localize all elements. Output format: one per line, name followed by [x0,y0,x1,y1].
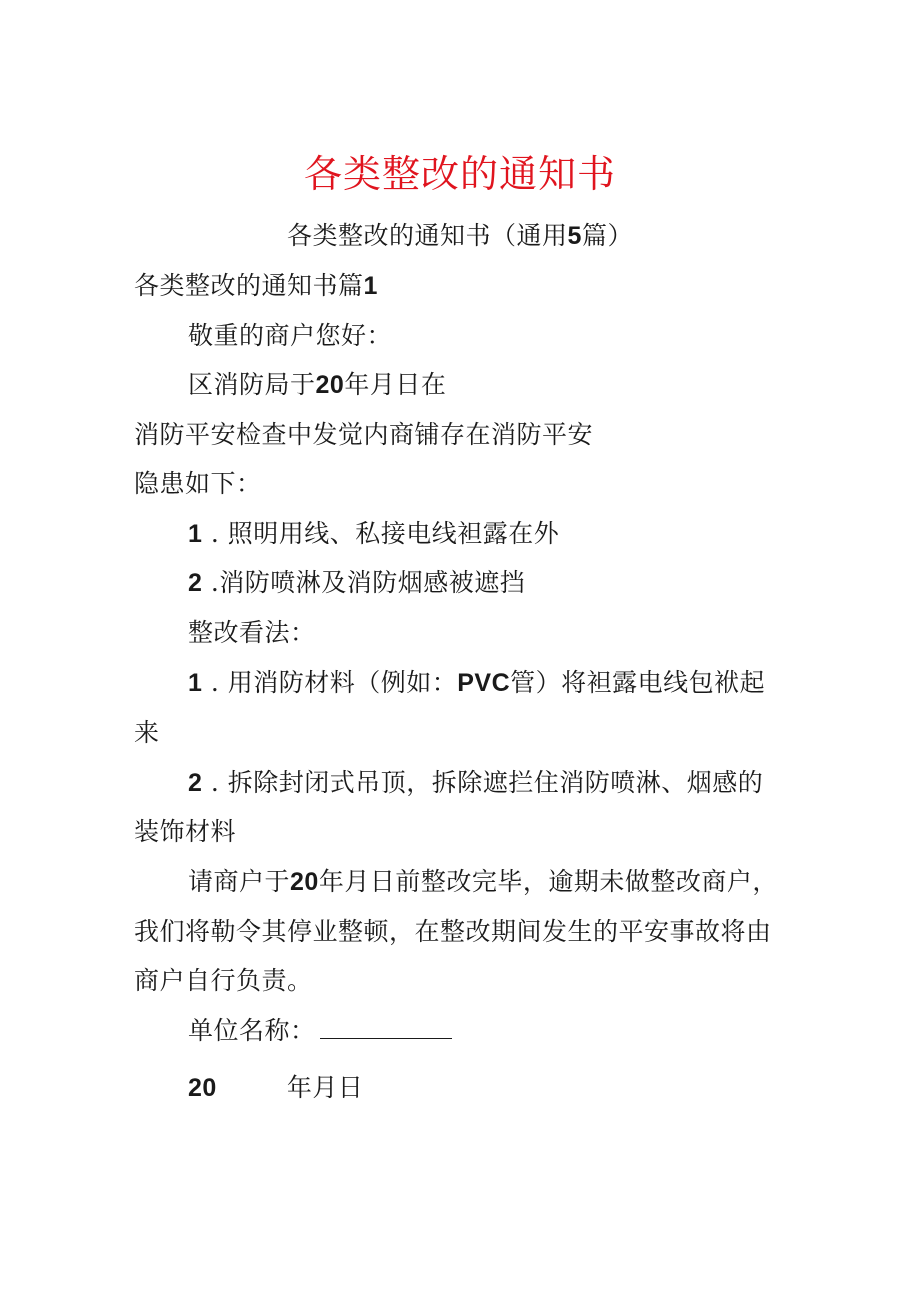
deadline-year: 20 [290,868,319,896]
deadline-line-3: 商户自行负责。 [134,966,313,995]
deadline-post: 年月日前整改完毕，逾期未做整改商户， [318,867,778,896]
opinion-number: 1 [188,669,203,697]
opinion-number: 2 [188,769,203,797]
subtitle-text: 各类整改的通知书（通用 [287,221,568,250]
section-heading [134,271,378,301]
date-text: 年月日 [286,1073,364,1102]
date-year: 20 [188,1074,217,1102]
opinion-heading: 整改看法： [188,618,316,647]
subtitle-count: 5 [567,222,582,250]
opinion-continuation: 来 [134,718,160,747]
opinion-text: . 用消防材料（例如： [202,668,458,697]
intro-pre: 区消防局于 [188,370,316,399]
deadline-pre: 请商户于 [188,867,291,896]
unit-name-row [188,1016,452,1046]
hazard-number: 2 [188,569,203,597]
document-subtitle [0,221,920,251]
opinion-text-post: 管）将袒露电线包袱起 [510,668,766,697]
unit-name-blank [320,1016,452,1039]
intro-line-2: 消防平安检查中发觉内商铺存在消防平安 [134,420,594,449]
intro-line-3: 隐患如下： [134,469,262,498]
section-heading-text: 各类整改的通知书篇 [134,271,364,300]
hazard-number: 1 [188,520,203,548]
document-title: 各类整改的通知书 [303,152,616,196]
subtitle-suffix: 篇） [581,221,633,250]
deadline-line-2: 我们将勒令其停业整顿，在整改期间发生的平安事故将由 [134,917,772,946]
deadline-line-1 [188,867,778,897]
intro-line-1 [188,370,446,400]
opinion-continuation: 装饰材料 [134,817,237,846]
hazard-text: .消防喷淋及消防烟感被遮挡 [202,568,526,597]
hazard-text: . 照明用线、私接电线袒露在外 [202,519,560,548]
opinion-item [188,668,765,698]
opinion-bold-term: PVC [457,669,511,697]
unit-name-label: 单位名称： [188,1016,316,1045]
date-row [188,1073,363,1103]
opinion-item [188,768,763,798]
intro-post: 年月日在 [344,370,447,399]
opinion-text: . 拆除封闭式吊顶，拆除遮拦住消防喷淋、烟感的 [202,768,764,797]
hazard-item [188,568,525,598]
intro-year: 20 [315,371,345,399]
hazard-item [188,519,559,549]
section-heading-number: 1 [363,272,378,300]
greeting: 敬重的商户您好： [188,321,393,350]
